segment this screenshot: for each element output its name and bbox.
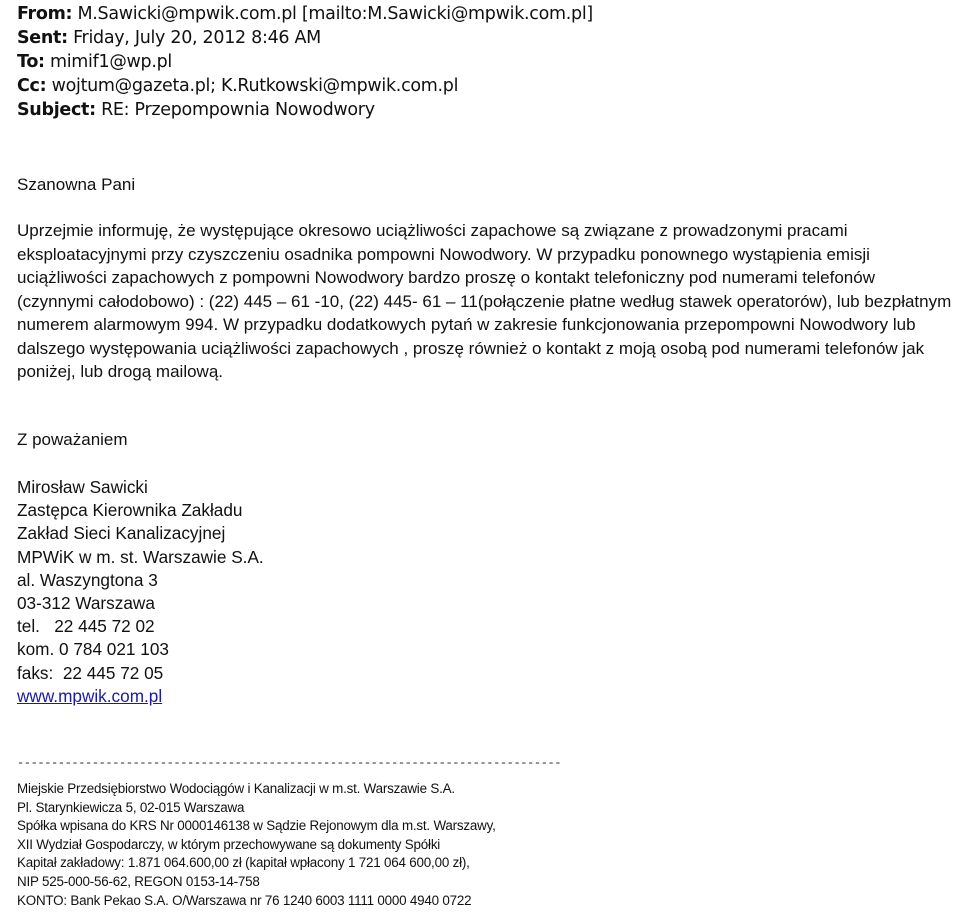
header-to-value: mimif1@wp.pl [50, 52, 172, 72]
footer-divider: -------------------------------------------------------------------------------- [17, 756, 562, 770]
footer-nip-regon: NIP 525-000-56-62, REGON 0153-14-758 [17, 873, 260, 889]
signature-city: 03-312 Warszawa [17, 592, 155, 613]
header-sent [17, 26, 947, 50]
header-cc [17, 74, 947, 98]
header-cc-value: wojtum@gazeta.pl; K.Rutkowski@mpwik.com.pl [51, 76, 459, 96]
footer-company-name: Miejskie Przedsiębiorstwo Wodociągów i Kanalizacji w m.st. Warszawie S.A. [17, 781, 455, 796]
email-headers [17, 2, 947, 122]
footer-bank-account: KONTO: Bank Pekao S.A. O/Warszawa nr 76 1240 6003 1111 0000 4940 0722 [17, 892, 472, 908]
signature-website-link[interactable]: www.mpwik.com.pl [17, 685, 163, 706]
company-footer [17, 780, 947, 910]
header-from-value: M.Sawicki@mpwik.com.pl [mailto:M.Sawicki@mpwik.com.pl] [77, 4, 593, 24]
signature-phone: tel. 22 445 72 02 [17, 616, 155, 637]
signature-company: MPWiK w m. st. Warszawie S.A. [17, 546, 264, 567]
header-subject-value: RE: Przepompownia Nowodwory [101, 100, 375, 120]
footer-court-division: XII Wydział Gospodarczy, w którym przechowywane są dokumenty Spółki [17, 836, 441, 852]
header-subject-label: Subject: [17, 100, 96, 120]
body-paragraph: Uprzejmie informuję, że występujące okresowo uciążliwości zapachowe są związane z prowadzonymi pracami eksploatacyjnymi przy czyszczeniu osadnika pompowni Nowodwory. W przypadku ponownego wystąpienia emisji uciążliwości zapachowych z pompowni Nowodwory bardzo proszę o kontakt telefoniczny pod numerami telefonów (czynnymi całodobowo) : (22) 445 – 61 -10, (22) 445- 61 – 11(połączenie płatne według stawek operatorów), lub bezpłatnym numerem alarmowym 994. W przypadku dodatkowych pytań w zakresie funkcjonowania przepompowni Nowodwory lub dalszego występowania uciążliwości zapachowych , proszę również o kontakt z moją osobą pod numerami telefonów jak poniżej, lub drogą mailową. [17, 221, 952, 381]
header-to-label: To: [17, 52, 45, 72]
header-from-label: From: [17, 4, 73, 24]
signature-street: al. Waszyngtona 3 [17, 569, 158, 590]
header-from [17, 2, 947, 26]
email-body [17, 219, 952, 384]
greeting-text: Szanowna Pani [17, 175, 136, 194]
signature-mobile: kom. 0 784 021 103 [17, 639, 169, 660]
signature-fax: faks: 22 445 72 05 [17, 662, 164, 683]
header-subject [17, 98, 947, 122]
header-sent-value: Friday, July 20, 2012 8:46 AM [73, 28, 321, 48]
footer-address: Pl. Starynkiewicza 5, 02-015 Warszawa [17, 799, 245, 815]
header-to [17, 50, 947, 74]
email-closing [17, 428, 952, 452]
closing-text: Z poważaniem [17, 430, 128, 449]
email-signature [17, 476, 952, 708]
signature-name: Mirosław Sawicki [17, 477, 148, 497]
footer-krs: Spółka wpisana do KRS Nr 0000146138 w Sądzie Rejonowym dla m.st. Warszawy, [17, 818, 496, 834]
header-cc-label: Cc: [17, 76, 47, 96]
signature-position: Zastępca Kierownika Zakładu [17, 500, 243, 521]
footer-capital: Kapitał zakładowy: 1.871 064.600,00 zł (kapitał wpłacony 1 721 064 600,00 zł), [17, 855, 470, 871]
signature-department: Zakład Sieci Kanalizacyjnej [17, 523, 226, 544]
email-greeting [17, 173, 952, 197]
header-sent-label: Sent: [17, 28, 68, 48]
